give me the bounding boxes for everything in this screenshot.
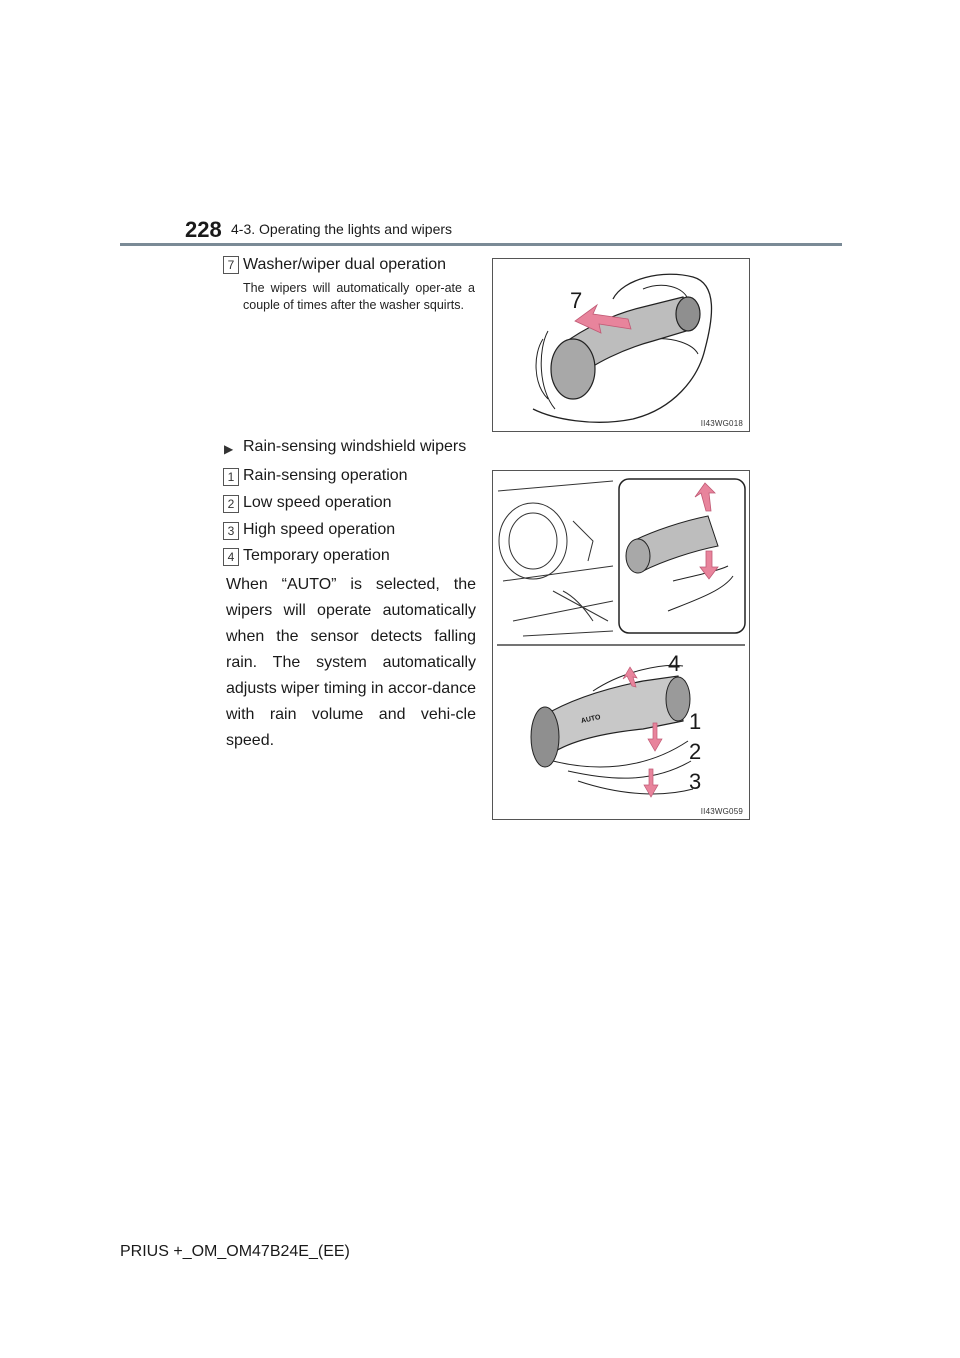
figure-callout-4: 4 [668, 651, 681, 676]
item-badge-3: 3 [223, 522, 239, 540]
figure-callout-3: 3 [689, 769, 702, 794]
document-id: PRIUS +_OM_OM47B24E_(EE) [120, 1243, 350, 1260]
wiper-lever-illustration [493, 259, 749, 431]
figure-washer-dual [492, 258, 750, 432]
dual-operation-note: The wipers will automatically oper-ate a couple of times after the washer squirts. [243, 281, 475, 312]
item-label-4: Temporary operation [243, 547, 390, 564]
figure-callout-7: 7 [570, 288, 583, 313]
triangle-bullet-icon: ▶ [224, 442, 234, 456]
item-badge-2: 2 [223, 495, 239, 513]
figure-code: II43WG059 [700, 807, 743, 816]
figure-callout-2: 2 [689, 739, 702, 764]
header-divider [120, 243, 842, 246]
figure-code: II43WG018 [700, 419, 743, 428]
item-badge-1: 1 [223, 468, 239, 486]
section-title: 4-3. Operating the lights and wipers [231, 221, 453, 237]
item-badge-4: 4 [223, 548, 239, 566]
rain-sensing-illustration [493, 471, 749, 819]
figure-auto-marking: AUTO [580, 714, 602, 725]
item-badge-7: 7 [223, 256, 239, 274]
page-number: 228 [185, 217, 222, 242]
dual-operation-title: Washer/wiper dual operation [243, 256, 447, 273]
rain-sensing-heading: Rain-sensing windshield wipers [243, 438, 467, 455]
item-label-2: Low speed operation [243, 494, 392, 511]
figure-callout-1: 1 [689, 709, 702, 734]
item-label-1: Rain-sensing operation [243, 467, 408, 484]
figure-rain-sensing [492, 470, 750, 820]
rain-sensing-description: When “AUTO” is selected, the wipers will operate automatically when the sensor detects falling rain. The system automatically adjusts wiper timing in accor-dance with rain volume and vehi-cle speed. [226, 576, 476, 749]
item-label-3: High speed operation [243, 521, 396, 538]
